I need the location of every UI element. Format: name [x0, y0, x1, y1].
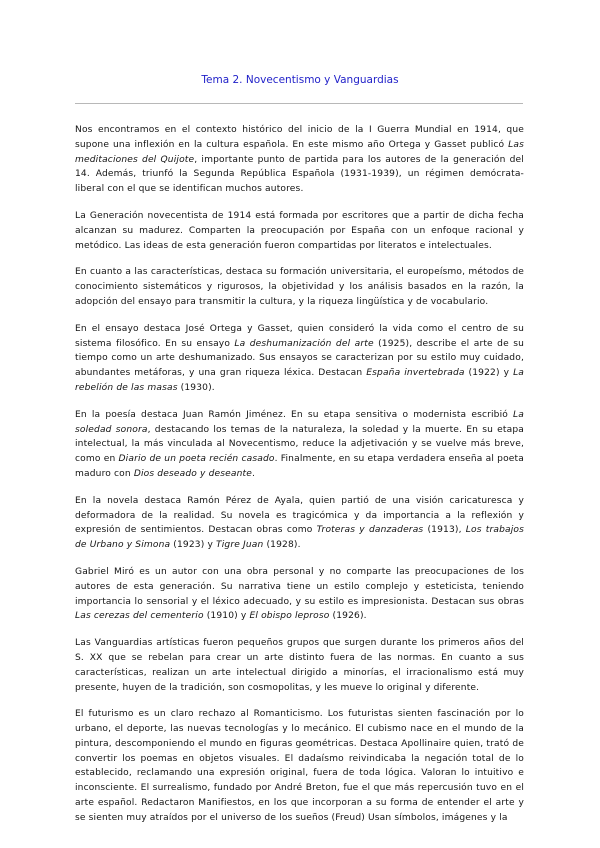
work-title: Las meditaciones del Quijote — [75, 139, 524, 165]
work-title: Los trabajos de Urbano y Simona — [75, 525, 524, 551]
work-title: Dios deseado y deseante — [133, 468, 252, 479]
work-title: España invertebrada — [366, 368, 465, 379]
work-title: La soledad sonora — [75, 409, 524, 435]
paragraph-vanguardias: Las Vanguardias artísticas fueron pequeños grupos que surgen durante los primeros años del S. XX que se rebelan para crear un arte distinto fuera de las normas. En cuanto a sus características, realizan un arte intelectual dirigido a minorías, el irracionalismo está muy presente, huyen de la tradición, son cosmopolitas, y les mueve lo original y diferente. — [75, 638, 524, 693]
title-divider — [75, 103, 523, 104]
work-title: El obispo leproso — [249, 611, 330, 622]
paragraph-context: Nos encontramos en el contexto histórico del inicio de la I Guerra Mundial en 1914, que supone una inflexión en la cultura española. En este mismo año Ortega y Gasset publicó Las meditaciones del Quijote, importante punto de partida para los autores de la generación del 14. Además, triunfó la Segunda República Española (1931-1939), un régimen demócrata-liberal con el que se identifican muchos autores. — [75, 125, 524, 195]
paragraph-juan-ramon: En la poesía destaca Juan Ramón Jiménez. En su etapa sensitiva o modernista escribió La soledad sonora, destacando los temas de la naturaleza, la soledad y la muerte. En su etapa intelectual, la más vinculada al Novecentismo, reduce la adjetivación y se vuelve más breve, como en Diario de un poeta recién casado. Finalmente, en su etapa verdadera enseña al poeta maduro con Dios deseado y deseante. — [75, 409, 524, 479]
work-title: La rebelión de las masas — [75, 368, 525, 393]
document-body — [75, 123, 524, 826]
paragraph-characteristics: En cuanto a las características, destaca su formación universitaria, el europeísmo, métodos de conocimiento sistemáticos y rigurosos, la objetividad y los análisis basados en la razón, la adopción del ensayo para transmitir la cultura, y la riqueza lingüística y de vocabulario. — [75, 267, 524, 307]
paragraph-perez-de-ayala: En la novela destaca Ramón Pérez de Ayala, quien partió de una visión caricaturesca y deformadora de la realidad. Su novela es tragicómica y da importancia a la reflexión y expresión de sentimientos. Destacan obras como Troteras y danzaderas (1913), Los trabajos de Urbano y Simona (1923) y Tigre Juan (1928). — [75, 495, 524, 551]
work-title: La deshumanización del arte — [234, 338, 374, 349]
work-title: Troteras y danzaderas — [316, 525, 424, 536]
paragraph-generation: La Generación novecentista de 1914 está formada por escritores que a partir de dicha fecha alcanzan su madurez. Comparten la preocupación por España con un enfoque racional y metódico. Las ideas de esta generación fueron compartidas por literatos e intelectuales. — [75, 210, 524, 251]
paragraph-miro: Gabriel Miró es un autor con una obra personal y no comparte las preocupaciones de los autores de esta generación. Su narrativa tiene un estilo complejo y esteticista, teniendo importancia lo sensorial y el léxico adecuado, y su estilo es impresionista. Destacan sus obras Las cerezas del cementerio (1910) y El obispo leproso (1926). — [75, 566, 524, 622]
document-title: Tema 2. Novecentismo y Vanguardias — [201, 74, 399, 86]
work-title: Tigre Juan — [216, 540, 264, 551]
paragraph-isms: El futurismo es un claro rechazo al Romanticismo. Los futuristas sienten fascinación por lo urbano, el deporte, las nuevas tecnologías y lo mecánico. El cubismo nace en el mundo de la pintura, descomponiendo el mundo en figuras geométricas. Destaca Apollinaire quien, trató de convertir los poemas en objetos visuales. El dadaísmo reivindicaba la negación total de lo establecido, reclamando una expresión original, fuera de toda lógica. Valoran lo intuitivo e inconsciente. El surrealismo, fundado por André Breton, fue el que más repercusión tuvo en el arte español. Redactaron Manifiestos, en los que incorporan a su forma de entender el arte y se sienten muy atraídos por el universo de los sueños (Freud) Usan símbolos, imágenes y la — [75, 709, 524, 823]
work-title: Las cerezas del cementerio — [75, 611, 204, 622]
work-title: Diario de un poeta recién casado — [118, 454, 275, 465]
paragraph-ortega: En el ensayo destaca José Ortega y Gasset, quien consideró la vida como el centro de su sistema filosófico. En su ensayo La deshumanización del arte (1925), describe el arte de su tiempo como un arte deshumanizado. Sus ensayos se caracterizan por su estilo muy cuidado, abundantes metáforas, y una gran riqueza léxica. Destacan España invertebrada (1922) y La rebelión de las masas (1930). — [75, 323, 525, 393]
